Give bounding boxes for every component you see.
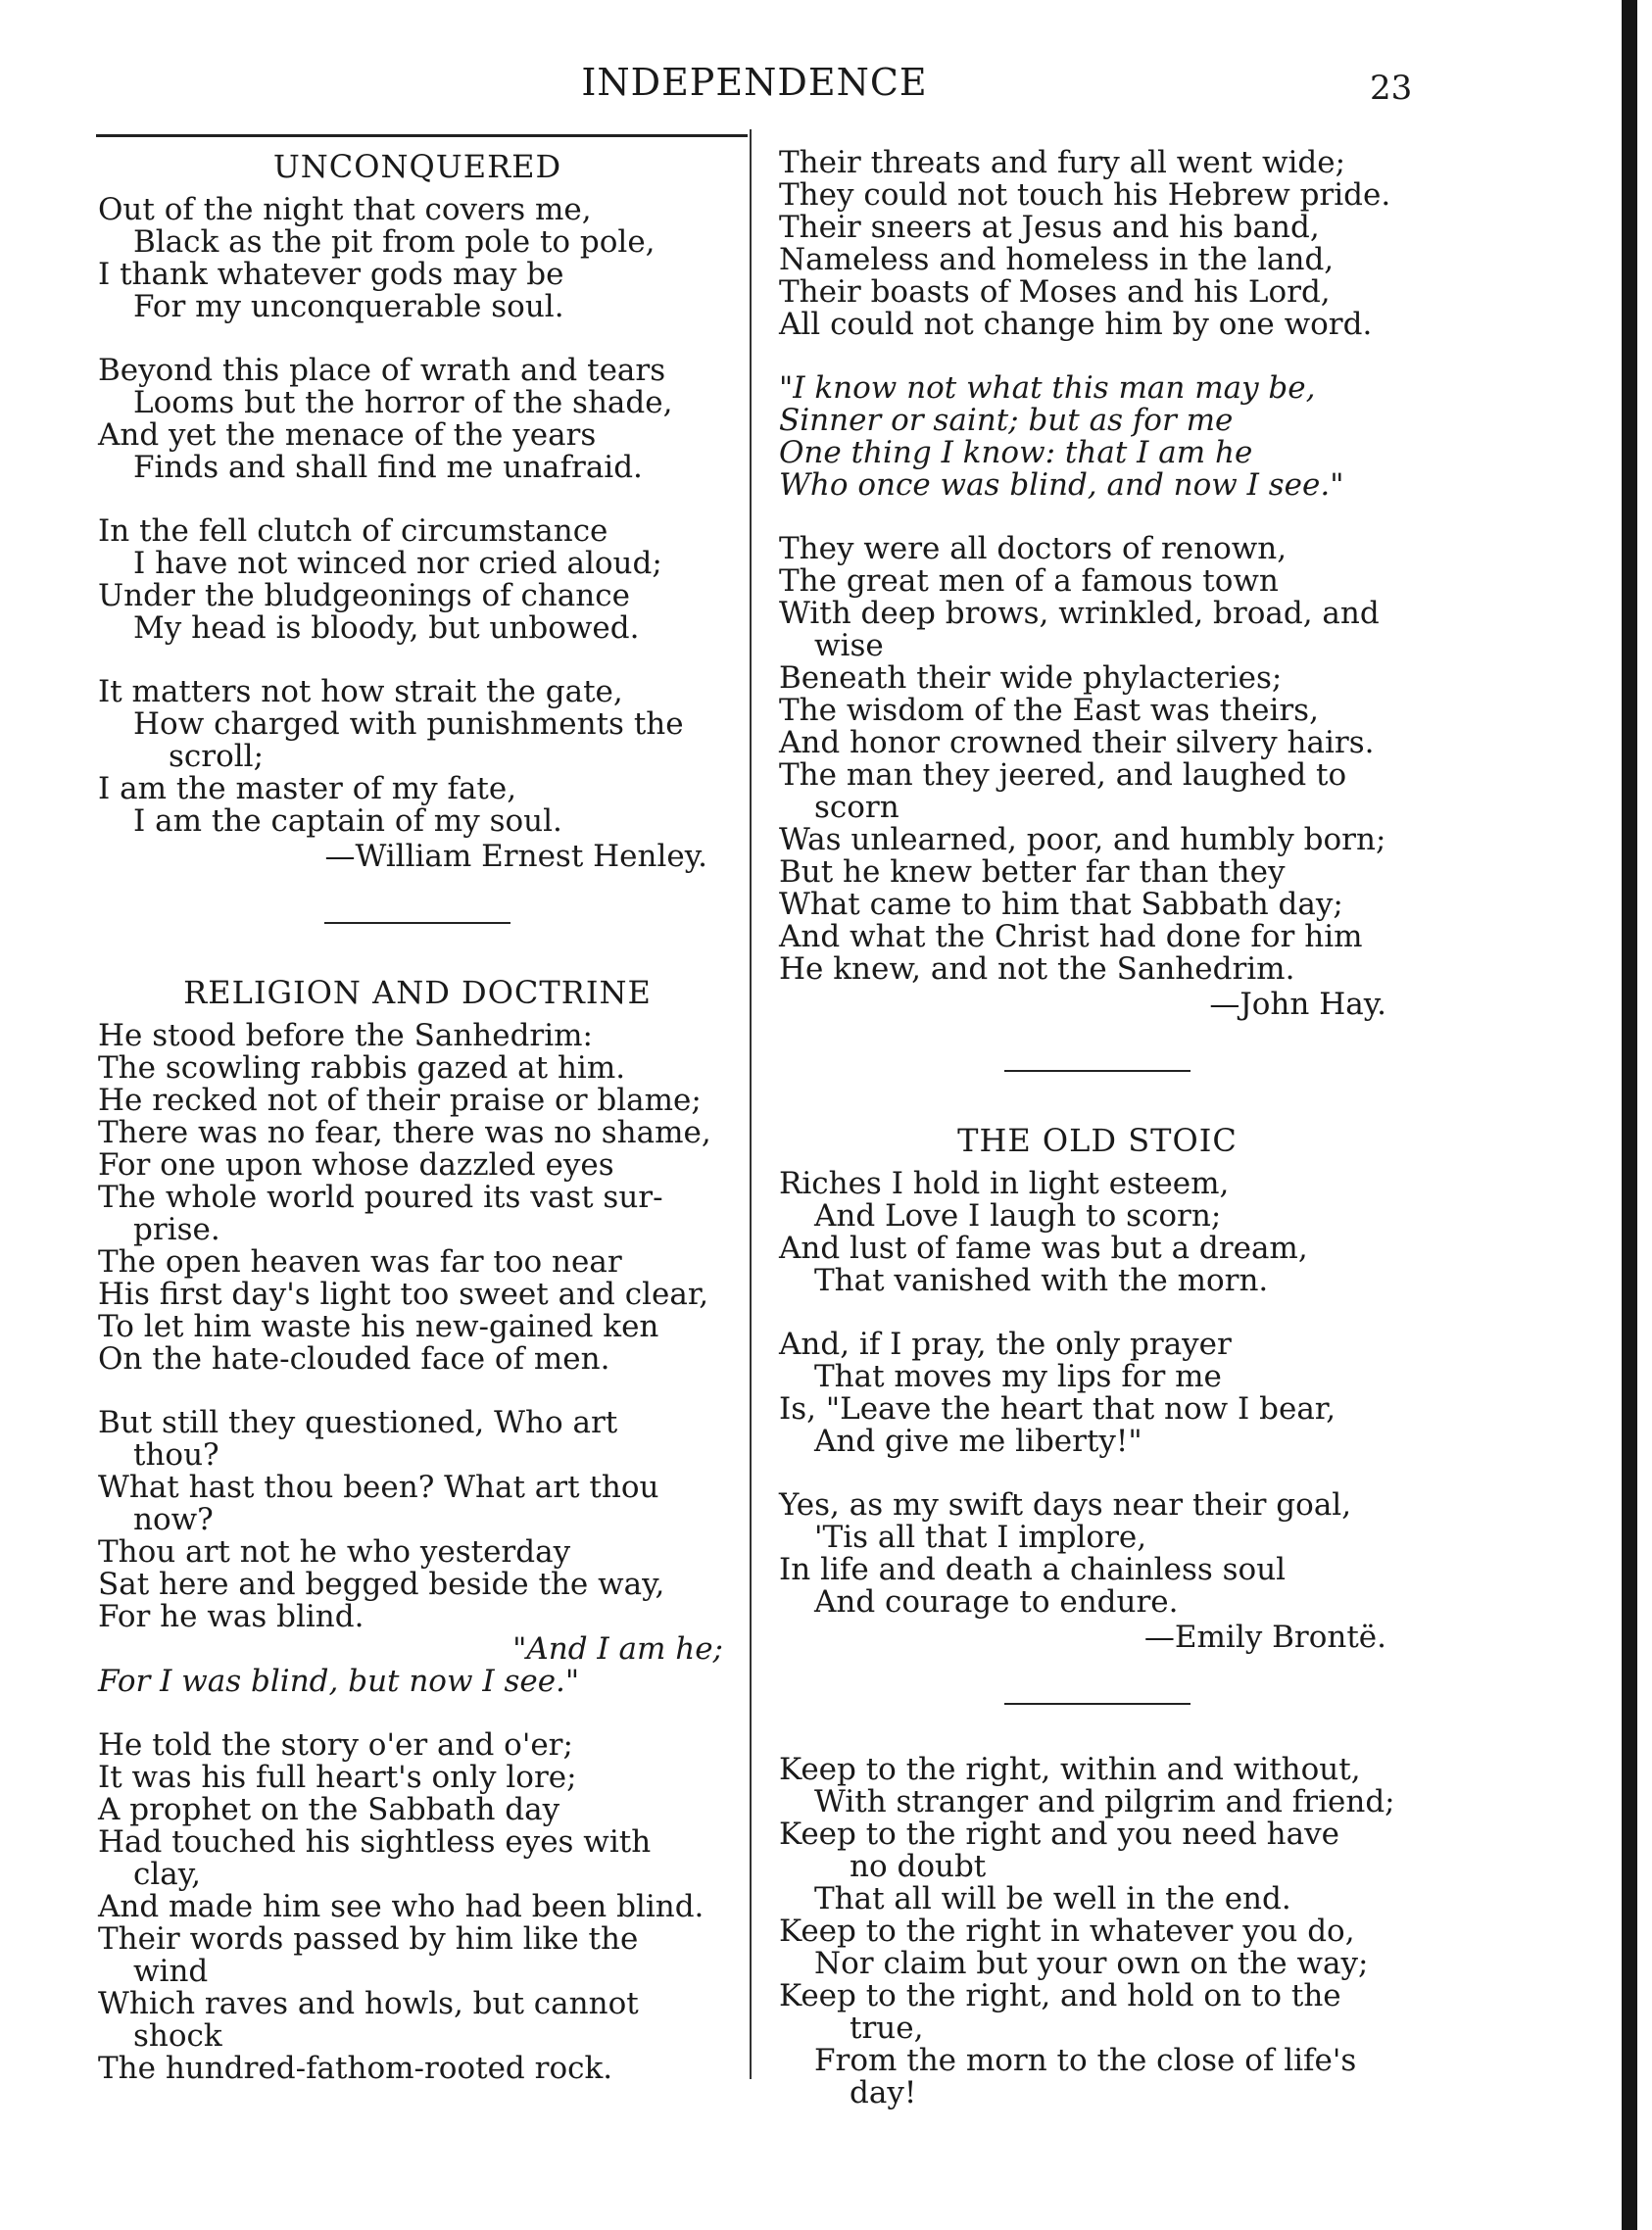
poem-line: But he knew better far than they: [779, 854, 1286, 890]
poem-line: He told the story o'er and o'er;: [98, 1727, 573, 1763]
poem-line: For my unconquerable soul.: [133, 289, 564, 324]
poem-line: The hundred-fathom-rooted rock.: [98, 2051, 613, 2086]
poem-line: And what the Christ had done for him: [779, 919, 1363, 954]
stanza: [779, 147, 1416, 341]
poem-line: But still they questioned, Who art: [98, 1405, 618, 1440]
poem-line: What hast thou been? What art thou: [98, 1470, 659, 1505]
poem-line: true,: [850, 2011, 924, 2046]
poem-line: To let him waste his new-gained ken: [98, 1309, 659, 1344]
poem-line: now?: [133, 1502, 214, 1537]
poem-line: Had touched his sightless eyes with: [98, 1824, 652, 1860]
poem-line: And honor crowned their silvery hairs.: [779, 725, 1375, 760]
poem-line: Who once was blind, and now I see.": [779, 467, 1344, 503]
poem-line: The open heaven was far too near: [98, 1244, 622, 1280]
poem-line: Their boasts of Moses and his Lord,: [779, 274, 1331, 310]
poem-line: My head is bloody, but unbowed.: [133, 610, 640, 646]
poem-line: For one upon whose dazzled eyes: [98, 1147, 614, 1183]
poem-line: It matters not how strait the gate,: [98, 674, 623, 709]
poem-line: prise.: [133, 1212, 220, 1247]
poem-line: 'Tis all that I implore,: [814, 1520, 1147, 1555]
poem-line: And made him see who had been blind.: [98, 1889, 705, 1924]
poem-line: For he was blind.: [98, 1599, 364, 1634]
poem-line: I thank whatever gods may be: [98, 257, 564, 292]
poem-line: He knew, and not the Sanhedrim.: [779, 951, 1295, 987]
poem-line: Beyond this place of wrath and tears: [98, 353, 666, 388]
poem-line: Sinner or saint; but as for me: [779, 403, 1234, 438]
poem-line: Keep to the right, and hold on to the: [779, 1978, 1341, 2013]
poem-line: And give me liberty!": [814, 1424, 1142, 1459]
poem-line: And, if I pray, the only prayer: [779, 1327, 1232, 1362]
poem-line: How charged with punishments the: [133, 706, 684, 742]
poem-line: Thou art not he who yesterday: [98, 1534, 571, 1570]
poem-line: His first day's light too sweet and clear,: [98, 1277, 709, 1312]
poem-line: The whole world poured its vast sur-: [98, 1180, 663, 1215]
poem-line: That all will be well in the end.: [814, 1881, 1291, 1916]
stanza: [779, 1754, 1416, 2109]
poem-line: It was his full heart's only lore;: [98, 1760, 577, 1795]
poem-line: One thing I know: that I am he: [779, 435, 1253, 470]
poem-line: Keep to the right, within and without,: [779, 1752, 1361, 1787]
poem-line: Black as the pit from pole to pole,: [133, 224, 656, 260]
stanza: [779, 372, 1416, 502]
section-rule: [1004, 1703, 1190, 1705]
stanza: [98, 355, 737, 484]
poem-line: scroll;: [169, 739, 265, 774]
poem-line: There was no fear, there was no shame,: [98, 1115, 711, 1150]
poem-line: Yes, as my swift days near their goal,: [779, 1487, 1352, 1523]
section-rule: [324, 922, 510, 924]
author-bronte: —Emily Brontë.: [1143, 1620, 1386, 1655]
poem-line: The great men of a famous town: [779, 563, 1279, 599]
poem-line: For I was blind, but now I see.": [98, 1664, 580, 1699]
poem-line: Nameless and homeless in the land,: [779, 242, 1335, 277]
poem-line: Is, "Leave the heart that now I bear,: [779, 1391, 1336, 1427]
stanza: [98, 676, 737, 838]
poem-line: And Love I laugh to scorn;: [814, 1198, 1222, 1234]
stanza: [98, 1729, 737, 2085]
section-rule: [1004, 1070, 1190, 1072]
poem-body-keep-to-the-right: [779, 1754, 1416, 2109]
poem-line: They could not touch his Hebrew pride.: [779, 177, 1391, 213]
poem-line: The scowling rabbis gazed at him.: [98, 1050, 626, 1086]
poem-line: A prophet on the Sabbath day: [98, 1792, 560, 1827]
poem-line: wise: [814, 628, 884, 663]
author-hay: —John Hay.: [1209, 987, 1386, 1022]
poem-line: The man they jeered, and laughed to: [779, 757, 1347, 793]
poem-line: "And I am he;: [512, 1631, 723, 1667]
poem-title-religion-and-doctrine: RELIGION AND DOCTRINE: [183, 974, 652, 1011]
poem-line: All could not change him by one word.: [779, 307, 1373, 342]
poem-line: Riches I hold in light esteem,: [779, 1166, 1230, 1201]
poem-line: I am the master of my fate,: [98, 771, 517, 806]
poem-line: The wisdom of the East was theirs,: [779, 693, 1319, 728]
column-divider: [750, 129, 752, 2079]
stanza: [779, 533, 1416, 986]
poem-line: And lust of fame was but a dream,: [779, 1231, 1308, 1266]
poem-line: That vanished with the morn.: [814, 1263, 1269, 1298]
stanza: [779, 1168, 1416, 1297]
poem-title-old-stoic: THE OLD STOIC: [957, 1122, 1238, 1159]
poem-line: Sat here and begged beside the way,: [98, 1567, 665, 1602]
poem-line: And yet the menace of the years: [98, 417, 597, 453]
poem-line: thou?: [133, 1437, 219, 1473]
stanza: [98, 1407, 737, 1698]
poem-line: Which raves and howls, but cannot: [98, 1986, 639, 2021]
page-number: 23: [1370, 69, 1413, 108]
poem-line: Finds and shall find me unafraid.: [133, 450, 643, 485]
poem-body-unconquered: [98, 194, 737, 838]
running-header: INDEPENDENCE: [581, 61, 928, 104]
header-rule: [96, 134, 748, 137]
poem-line: scorn: [814, 790, 899, 825]
poem-line: Their threats and fury all went wide;: [779, 145, 1346, 180]
stanza: [98, 194, 737, 323]
poem-title-unconquered: UNCONQUERED: [272, 148, 562, 185]
poem-line: I am the captain of my soul.: [133, 803, 562, 839]
stanza: [98, 515, 737, 645]
stanza: [779, 1329, 1416, 1458]
poem-line: Looms but the horror of the shade,: [133, 385, 673, 420]
poem-line: wind: [133, 1954, 209, 1989]
stanza: [779, 1489, 1416, 1619]
poem-line: I have not winced nor cried aloud;: [133, 546, 662, 581]
stanza: [98, 1020, 737, 1376]
poem-line: Was unlearned, poor, and humbly born;: [779, 822, 1386, 857]
poem-line: From the morn to the close of life's: [814, 2043, 1357, 2078]
poem-line: Their words passed by him like the: [98, 1921, 639, 1957]
poem-body-religion-and-doctrine: [98, 1020, 737, 2085]
poem-line: They were all doctors of renown,: [779, 531, 1288, 566]
poem-line: Nor claim but your own on the way;: [814, 1946, 1369, 1981]
poem-line: With stranger and pilgrim and friend;: [814, 1784, 1395, 1819]
poem-line: Under the bludgeonings of chance: [98, 578, 630, 613]
poem-line: no doubt: [850, 1849, 987, 1884]
poem-line: shock: [133, 2018, 222, 2054]
poem-line: He stood before the Sanhedrim:: [98, 1018, 594, 1053]
poem-line: On the hate-clouded face of men.: [98, 1341, 610, 1377]
poem-line: And courage to endure.: [814, 1584, 1179, 1620]
poem-line: Beneath their wide phylacteries;: [779, 660, 1283, 696]
poem-line: In the fell clutch of circumstance: [98, 513, 608, 549]
right-column: [779, 147, 1416, 2109]
poem-line: Keep to the right and you need have: [779, 1817, 1339, 1852]
poem-line: With deep brows, wrinkled, broad, and: [779, 596, 1380, 631]
poem-body-religion-continued: [779, 147, 1416, 986]
left-column: [98, 147, 737, 2085]
poem-line: Out of the night that covers me,: [98, 192, 592, 227]
poem-line: Their sneers at Jesus and his band,: [779, 210, 1320, 245]
poem-line: Keep to the right in whatever you do,: [779, 1914, 1355, 1949]
poem-line: He recked not of their praise or blame;: [98, 1083, 702, 1118]
poem-line: In life and death a chainless soul: [779, 1552, 1287, 1587]
scan-edge-bar: [1622, 0, 1637, 2230]
author-henley: —William Ernest Henley.: [324, 839, 707, 874]
poem-line: day!: [850, 2075, 917, 2110]
poem-line: What came to him that Sabbath day;: [779, 887, 1343, 922]
poem-line: That moves my lips for me: [814, 1359, 1222, 1394]
poem-body-old-stoic: [779, 1168, 1416, 1619]
poem-line: "I know not what this man may be,: [779, 370, 1316, 406]
poem-line: clay,: [133, 1857, 202, 1892]
